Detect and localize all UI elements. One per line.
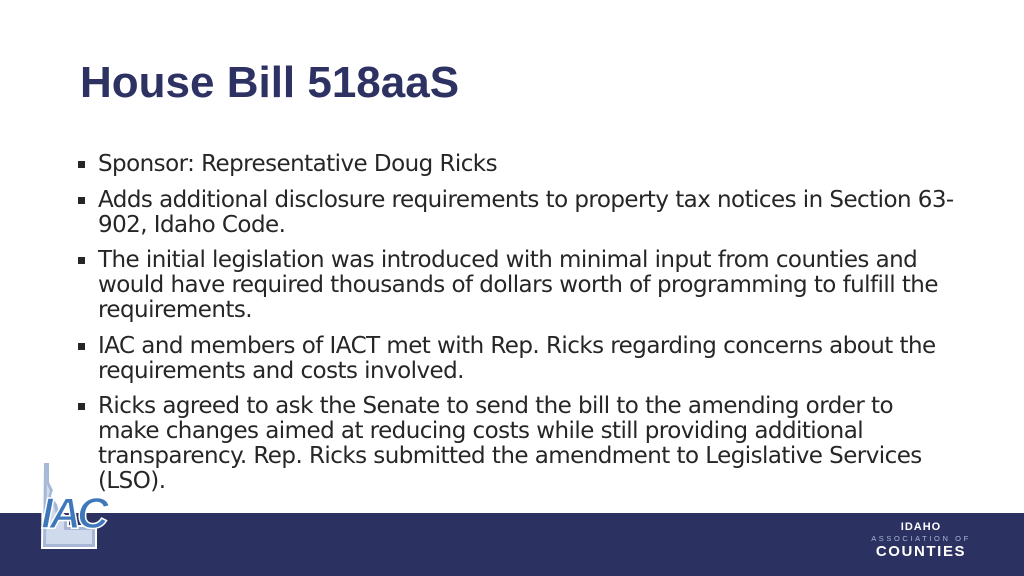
bullet-item: Sponsor: Representative Doug Ricks xyxy=(78,152,958,177)
bullet-item: The initial legislation was introduced with minimal input from counties and would have required thousands of dollars worth of programming to fulfill the requirements. xyxy=(78,248,958,323)
bullet-list xyxy=(78,152,958,505)
square-bullet-icon xyxy=(78,403,85,410)
bullet-item: IAC and members of IACT met with Rep. Ricks regarding concerns about the requirements and costs involved. xyxy=(78,334,958,384)
iac-logo: IAC xyxy=(41,489,105,538)
square-bullet-icon xyxy=(78,161,85,168)
brand-line-counties: COUNTIES xyxy=(875,543,967,560)
bullet-item: Adds additional disclosure requirements to property tax notices in Section 63-902, Idaho Code. xyxy=(78,188,958,238)
square-bullet-icon xyxy=(78,197,85,204)
square-bullet-icon xyxy=(78,343,85,350)
bullet-item: Ricks agreed to ask the Senate to send the bill to the amending order to make changes aimed at reducing costs while still providing additional transparency. Rep. Ricks submitted the amendment to Legislative Services (LSO). xyxy=(78,394,958,494)
square-bullet-icon xyxy=(78,257,85,264)
brand-line-association: ASSOCIATION OF xyxy=(871,534,971,543)
brand-line-idaho: IDAHO xyxy=(900,521,942,533)
brand-wordmark xyxy=(871,521,971,560)
slide-title: House Bill 518aaS xyxy=(80,58,460,107)
